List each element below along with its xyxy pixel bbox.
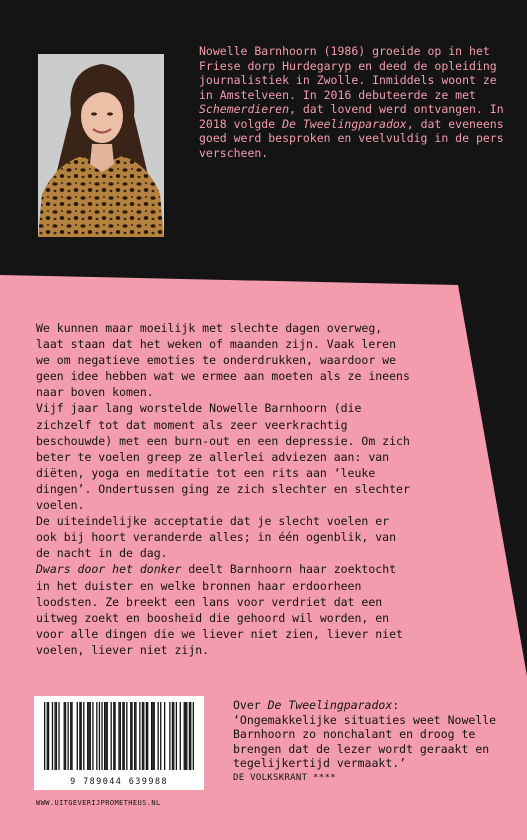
barcode-bar (77, 702, 78, 770)
bio-text-2: , dat lovend werd ontvangen. In 2018 volgde (199, 102, 504, 131)
barcode-bar (101, 702, 102, 770)
barcode-bar (151, 702, 152, 770)
barcode-bar (96, 702, 97, 770)
barcode-bar (44, 702, 45, 770)
barcode-bar (180, 702, 181, 770)
barcode-bar (90, 702, 91, 770)
barcode-bar (79, 702, 80, 770)
barcode-bar (54, 702, 55, 770)
barcode-bar (164, 702, 165, 770)
blurb-paragraph-4 (36, 561, 416, 658)
barcode-bar (111, 702, 112, 770)
barcode-bar (92, 702, 93, 770)
review-intro-colon: : (392, 698, 400, 712)
barcode-bar (120, 702, 121, 770)
barcode-bar (67, 702, 68, 770)
barcode-bar (139, 702, 140, 770)
barcode-bar (146, 702, 147, 770)
barcode-bar (70, 702, 71, 770)
barcode-bar (189, 702, 190, 770)
barcode-bar (193, 702, 194, 770)
barcode-bar (114, 702, 115, 770)
barcode-bar (184, 702, 185, 770)
barcode-bar (104, 702, 105, 770)
barcode-bar (83, 702, 84, 770)
bio-text-3: , dat eveneens goed werd besproken en veelvuldig in de pers verscheen. (199, 116, 504, 160)
press-review (233, 698, 513, 785)
barcode-bar (147, 702, 148, 770)
bio-second-title: De Tweelingparadox (282, 116, 407, 131)
barcode-bar (58, 702, 59, 770)
review-quote: ‘Ongemakkelijke situaties weet Nowelle Barnhoorn zo nonchalant en droog te brengen dat de lezer wordt geraakt en tegelijkertijd vermaakt.’ (233, 712, 497, 770)
barcode-bar (124, 702, 125, 770)
barcode-bar (157, 702, 158, 770)
barcode-bar (87, 702, 88, 770)
barcode-bar (48, 702, 49, 770)
barcode-bar (172, 702, 173, 770)
barcode-bar (81, 702, 82, 770)
bio-text-1: Nowelle Barnhoorn (1986) groeide op in het Friese dorp Hurdegaryp en deed de opleiding journalistiek in Zwolle. Inmiddels woont ze in Amstelveen. In 2016 debuteerde ze met (199, 44, 497, 102)
review-book-title: De Tweelingparadox (267, 698, 393, 712)
barcode-bar (65, 702, 66, 770)
author-portrait-illustration (38, 54, 164, 237)
barcode-bar (154, 702, 155, 770)
barcode-bar (152, 702, 153, 770)
barcode-bar (143, 702, 144, 770)
blurb-paragraph-3: De uiteindelijke acceptatie dat je slecht voelen er ook bij hoort veranderde alles; in één ogenblik, van de nacht in de dag. (36, 514, 397, 561)
barcode-bar (122, 702, 123, 770)
barcode-bar (126, 702, 127, 770)
barcode-bar (135, 702, 136, 770)
barcode-bar (88, 702, 89, 770)
barcode-bar (185, 702, 186, 770)
barcode-graphic (34, 696, 204, 776)
book-blurb (36, 320, 416, 658)
barcode-bar (99, 702, 100, 770)
barcode-bar (113, 702, 114, 770)
barcode-bar (52, 702, 53, 770)
barcode-bar (160, 702, 161, 770)
barcode-bar (142, 702, 143, 770)
isbn-number: 9 789044 639988 (70, 777, 168, 787)
barcode-bar (118, 702, 119, 770)
barcode-bar (107, 702, 108, 770)
barcode-bar (71, 702, 72, 770)
barcode-bar (131, 702, 132, 770)
blurb-paragraph-1: We kunnen maar moeilijk met slechte dagen overweg, laat staan dat het weken of maanden zijn. Vaak leren we om negatieve emoties te onderdrukken, waardoor we geen idee hebben wat we ermee aan moeten als ze ineens naar boven komen. (36, 321, 410, 400)
blurb-book-title: Dwars door het donker (36, 562, 182, 577)
publisher-website: WWW.UITGEVERIJPROMETHEUS.NL (36, 799, 161, 807)
barcode-bar (105, 702, 106, 770)
review-source: DE VOLKSKRANT **** (233, 772, 336, 783)
review-intro (233, 698, 513, 713)
blurb-paragraph-2: Vijf jaar lang worstelde Nowelle Barnhoorn (die zichzelf tot dat moment als zeer veerkrachtig beschouwde) met een burn-out en een depressie. Om zich beter te voelen greep ze allerlei adviezen aan: van diëten, yoga en meditatie tot een rits aan ‘leuke dingen’. Ondertussen ging ze zich slechter en slechter voelen. (36, 401, 410, 513)
barcode-bar (176, 702, 177, 770)
barcode-bar (186, 702, 187, 770)
isbn-barcode (34, 696, 204, 790)
barcode-bar (134, 702, 135, 770)
review-intro-text: Over (233, 698, 268, 712)
bio-debut-title: Schemerdieren (199, 102, 290, 116)
barcode-bar (169, 702, 170, 770)
barcode-bar (47, 702, 48, 770)
barcode-bar (56, 702, 57, 770)
barcode-bar (190, 702, 191, 770)
barcode-bar (64, 702, 65, 770)
barcode-bar (173, 702, 174, 770)
blurb-paragraph-4-text: deelt Barnhoorn haar zoektocht in het duister en welke bronnen haar erdoorheen loodsten. Ze breekt een lans voor verdriet dat een uitweg zoekt en boosheid die gehoord wil worden, en voor alle dingen die we liever niet zien, liever niet voelen, liever niet zijn. (36, 562, 403, 657)
author-photo (38, 54, 164, 237)
barcode-bar (130, 702, 131, 770)
author-bio (199, 44, 517, 160)
